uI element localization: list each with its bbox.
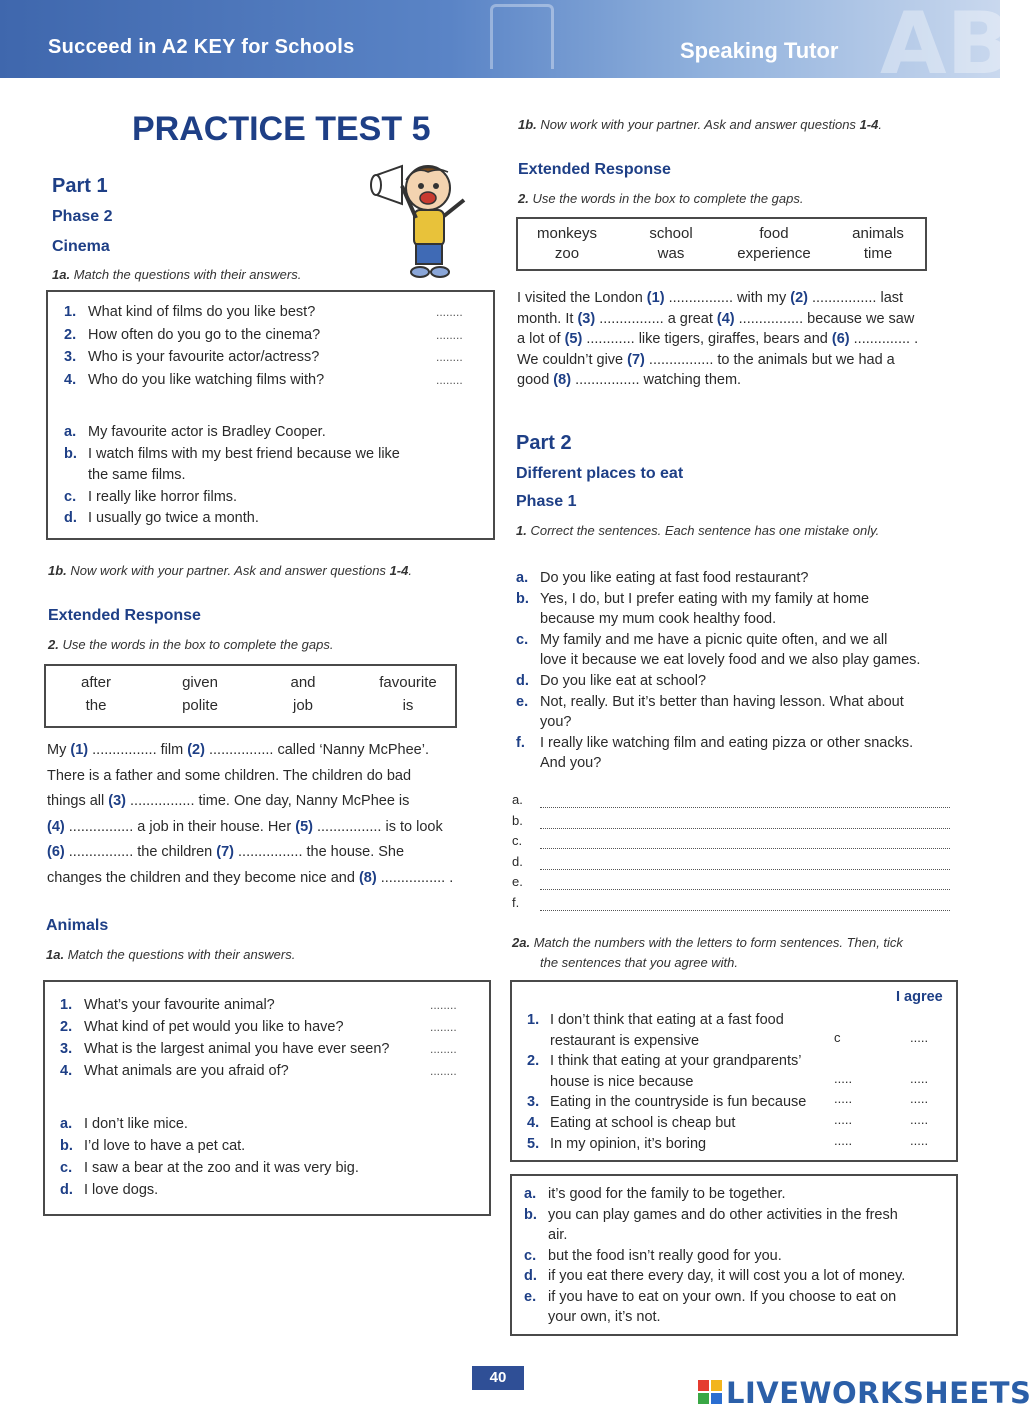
- sentence-ending-text: but the food isn’t really good for you.: [548, 1247, 782, 1264]
- sentence-ending-number: c.: [524, 1247, 537, 1264]
- extended-instruction-right: [518, 191, 803, 206]
- page-number: 40: [472, 1366, 524, 1390]
- cinema-answer-text: My favourite actor is Bradley Cooper.: [88, 424, 326, 440]
- animals-answer-number: d.: [60, 1182, 73, 1198]
- extended-response-heading-left: Extended Response: [48, 607, 201, 624]
- sentence-text: because my mum cook healthy food.: [540, 611, 777, 628]
- instruction-number: 2.: [48, 637, 59, 652]
- gap-text: a lot of: [517, 331, 561, 347]
- animals-question-text: What’s your favourite animal?: [84, 997, 275, 1013]
- gap-text: changes the children and they become nice and: [47, 869, 355, 886]
- answer-blank: ........: [436, 327, 463, 342]
- agree-tick-blank: .....: [910, 1029, 929, 1045]
- animals-question-text: What kind of pet would you like to have?: [84, 1019, 344, 1035]
- animals-answer-text: I love dogs.: [84, 1182, 159, 1198]
- partner-instruction-right: 1b. Now work with your partner. Ask and answer questions 1-4.: [518, 117, 882, 132]
- match-letter-blank: c: [834, 1029, 841, 1045]
- page-title: PRACTICE TEST 5: [132, 110, 431, 148]
- word-box-item: experience: [737, 245, 811, 262]
- word-box-item: food: [759, 225, 789, 242]
- gap-fill-line: [47, 738, 429, 764]
- sentence-start-number: 3.: [527, 1094, 540, 1111]
- answer-line[interactable]: [540, 828, 950, 829]
- gap-text: ................ is to look: [317, 818, 443, 835]
- animals-question-number: 1.: [60, 997, 73, 1013]
- word-box-item: animals: [852, 225, 904, 242]
- sentence-ending-number: a.: [524, 1186, 537, 1202]
- answer-line-label: b.: [512, 812, 523, 828]
- sentence-start-text: Eating at school is cheap but: [550, 1115, 736, 1131]
- agree-tick-blank: .....: [910, 1091, 929, 1107]
- gap-number: (8): [358, 869, 377, 886]
- sentence-text: Not, really. But it’s better than having lesson. What about: [540, 693, 904, 710]
- cinema-answer-number: c.: [64, 488, 77, 505]
- cinema-heading: Cinema: [52, 238, 110, 255]
- instruction-text: Match the numbers with the letters to form sentences. Then, tick: [533, 935, 903, 950]
- gap-number: (4): [47, 818, 65, 835]
- sentence-start-text: I think that eating at your grandparents’: [550, 1053, 802, 1070]
- sentence-text: I really like watching film and eating pizza or other snacks.: [540, 734, 914, 751]
- gap-number: (7): [627, 351, 645, 368]
- sentence-text: love it because we eat lovely food and we also play games.: [540, 652, 921, 669]
- part-2-heading: Part 2: [516, 432, 572, 454]
- instruction-number: 1b.: [48, 563, 67, 578]
- answer-line[interactable]: [540, 869, 950, 870]
- gap-fill-line: [47, 866, 453, 892]
- cinema-question-text: Who is your favourite actor/actress?: [88, 349, 320, 365]
- animals-answer-text: I’d love to have a pet cat.: [84, 1138, 246, 1154]
- animals-answer-number: a.: [60, 1116, 73, 1132]
- word-box-item: polite: [182, 697, 218, 714]
- gap-number: (2): [790, 290, 808, 306]
- part-1-heading: Part 1: [52, 175, 108, 197]
- sentence-ending-text: you can play games and do other activities in the fresh: [548, 1206, 898, 1223]
- gap-text: .............. .: [853, 331, 919, 347]
- gap-number: (3): [108, 793, 126, 809]
- word-box-item: and: [290, 674, 316, 691]
- gap-text: ................ a job in their house. Her: [68, 818, 292, 835]
- gap-text: My: [47, 742, 67, 758]
- phase-1-heading: Phase 1: [516, 493, 577, 510]
- word-box-item: school: [649, 225, 693, 242]
- gap-text: ................ because we saw: [738, 310, 915, 327]
- gap-number: (1): [646, 290, 665, 306]
- sentence-number: c.: [516, 631, 529, 648]
- answer-blank: ........: [430, 998, 457, 1012]
- gap-text: There is a father and some children. The children do bad: [47, 767, 412, 784]
- animals-answer-text: I saw a bear at the zoo and it was very big.: [84, 1160, 359, 1176]
- gap-fill-line: [517, 368, 741, 394]
- cinema-question-text: Who do you like watching films with?: [88, 371, 325, 388]
- sentence-text: you?: [540, 714, 572, 731]
- animals-answer-number: b.: [60, 1138, 73, 1154]
- answer-blank: ........: [436, 305, 463, 319]
- sentence-number: b.: [516, 590, 529, 607]
- gap-number: (7): [216, 844, 234, 860]
- animals-question-number: 2.: [60, 1019, 73, 1035]
- header-section-title: Speaking Tutor: [680, 38, 839, 63]
- gap-number: (8): [553, 372, 572, 388]
- gap-text: ............ like tigers, giraffes, bears and: [586, 331, 828, 347]
- match-letter-blank: .....: [834, 1132, 853, 1148]
- word-box-item: monkeys: [536, 225, 598, 242]
- gap-text: ................ to the animals but we had a: [648, 351, 895, 368]
- answer-line-label: a.: [512, 792, 523, 807]
- word-box-item: time: [863, 245, 893, 262]
- gap-text: ................ with my: [668, 290, 787, 306]
- pencil-cup-decoration: [490, 4, 554, 69]
- answer-blank: ........: [430, 1042, 457, 1056]
- sentence-start-number: 5.: [527, 1135, 540, 1152]
- extended-instruction-left: [48, 637, 333, 652]
- gap-text: ................ the house. She: [238, 844, 405, 860]
- answer-line-label: e.: [512, 874, 523, 889]
- gap-text: ................ the children: [68, 844, 213, 860]
- gap-number: (4): [716, 310, 735, 327]
- header-banner: [0, 0, 1013, 94]
- sentence-text: Yes, I do, but I prefer eating with my family at home: [540, 590, 870, 607]
- answer-blank: ........: [430, 1064, 457, 1078]
- match-letter-blank: .....: [834, 1112, 853, 1127]
- gap-fill-line: [47, 840, 404, 866]
- gap-fill-line: [47, 815, 443, 841]
- sentence-ending-text: if you have to eat on your own. If you choose to eat on: [548, 1288, 897, 1305]
- sentence-ending-text: your own, it’s not.: [548, 1309, 661, 1325]
- correct-instruction: [516, 523, 879, 538]
- sentence-number: f.: [516, 734, 525, 751]
- gap-number: (5): [564, 331, 583, 347]
- answer-line-label: c.: [512, 833, 523, 848]
- instruction-number: 2a.: [512, 935, 531, 950]
- agree-tick-blank: .....: [910, 1070, 929, 1086]
- sentence-start-text: I don’t think that eating at a fast food: [550, 1012, 784, 1028]
- instruction-text: Match the questions with their answers.: [67, 947, 296, 962]
- instruction-text: Now work with your partner. Ask and answer questions: [540, 117, 856, 132]
- word-box-item: job: [292, 697, 314, 714]
- sentence-start-number: 2.: [527, 1053, 540, 1070]
- liveworksheets-logo-icon: [698, 1380, 722, 1404]
- sentence-start-number: 1.: [527, 1012, 540, 1028]
- cinema-answer-number: a.: [64, 424, 77, 440]
- sentence-number: a.: [516, 570, 529, 586]
- instruction-text: Correct the sentences. Each sentence has one mistake only.: [530, 523, 880, 538]
- animals-question-text: What animals are you afraid of?: [84, 1063, 289, 1079]
- sentence-ending-text: it’s good for the family to be together.: [548, 1186, 786, 1202]
- word-box-item: favourite: [379, 674, 437, 691]
- animals-answer-number: c.: [60, 1160, 73, 1176]
- animals-question-number: 4.: [60, 1063, 73, 1079]
- word-box-item: zoo: [554, 245, 580, 262]
- gap-number: (3): [577, 310, 596, 327]
- answer-line[interactable]: [540, 889, 950, 890]
- animals-question-number: 3.: [60, 1041, 73, 1057]
- gap-number: (6): [831, 331, 850, 347]
- gap-text: ................ last: [812, 290, 904, 306]
- sentence-ending-text: air.: [548, 1227, 568, 1243]
- cinema-answer-text: I watch films with my best friend because we like: [88, 445, 400, 462]
- gap-text: I visited the London: [517, 290, 643, 306]
- sentence-text: Do you like eating at fast food restaurant?: [540, 570, 809, 586]
- gap-text: We couldn’t give: [517, 351, 624, 368]
- animals-instruction: [46, 947, 295, 962]
- cinema-question-number: 1.: [64, 304, 77, 320]
- answer-blank: ........: [436, 350, 463, 364]
- word-box-item: the: [85, 697, 107, 714]
- cinema-answer-text: I usually go twice a month.: [88, 510, 259, 526]
- word-box-item: was: [657, 245, 685, 262]
- phase-2-heading: Phase 2: [52, 208, 113, 225]
- gap-text: ................ called ‘Nanny McPhee’.: [208, 742, 429, 758]
- question-range: 1-4: [859, 117, 879, 132]
- gap-number: (5): [295, 818, 313, 835]
- animals-question-text: What is the largest animal you have ever seen?: [84, 1041, 390, 1057]
- cinema-instruction: [52, 267, 301, 282]
- brand-watermark: LIVEWORKSHEETS: [726, 1376, 1031, 1410]
- places-heading: Different places to eat: [516, 465, 684, 482]
- sentence-ending-number: b.: [524, 1206, 537, 1223]
- gap-number: (6): [47, 844, 65, 860]
- gap-fill-line: [47, 789, 409, 815]
- header-book-title: Succeed in A2 KEY for Schools: [48, 36, 355, 58]
- gap-text: ................ time. One day, Nanny McPhee is: [130, 793, 410, 809]
- sentence-text: Do you like eat at school?: [540, 673, 707, 689]
- sentence-start-text: Eating in the countryside is fun because: [550, 1094, 807, 1111]
- instruction-number: 1a.: [46, 947, 65, 962]
- match-letter-blank: .....: [834, 1070, 853, 1086]
- instruction-number: 1a.: [52, 267, 71, 282]
- cinema-question-number: 3.: [64, 349, 77, 365]
- animals-answer-text: I don’t like mice.: [84, 1116, 188, 1132]
- answer-blank: ........: [436, 372, 463, 387]
- sentence-text: And you?: [540, 755, 602, 772]
- instruction-text: Use the words in the box to complete the gaps.: [62, 637, 334, 652]
- sentence-ending-number: d.: [524, 1268, 537, 1284]
- instruction-number: 1b.: [518, 117, 537, 132]
- sentence-start-number: 4.: [527, 1115, 540, 1131]
- gap-text: things all: [47, 793, 105, 809]
- sentence-ending-text: if you eat there every day, it will cost you a lot of money.: [548, 1268, 906, 1284]
- sentence-text: My family and me have a picnic quite often, and we all: [540, 631, 888, 648]
- question-range: 1-4: [389, 563, 409, 578]
- gap-number: (1): [70, 742, 89, 758]
- banner-letters-decoration: AB: [880, 0, 1013, 94]
- answer-line-label: f.: [512, 894, 520, 910]
- cinema-question-text: How often do you go to the cinema?: [88, 326, 321, 343]
- gap-text: month. It: [517, 310, 574, 327]
- cinema-question-text: What kind of films do you like best?: [88, 304, 316, 320]
- gap-text: good: [517, 372, 550, 388]
- answer-line[interactable]: [540, 807, 950, 808]
- animals-heading: Animals: [46, 917, 109, 934]
- match-instruction-line-2: the sentences that you agree with.: [540, 955, 739, 970]
- sentence-start-text: restaurant is expensive: [550, 1032, 700, 1049]
- instruction-text: Use the words in the box to complete the gaps.: [532, 191, 804, 206]
- cinema-answer-number: d.: [64, 510, 77, 526]
- agree-tick-blank: .....: [910, 1132, 929, 1148]
- sentence-start-text: In my opinion, it’s boring: [550, 1135, 707, 1152]
- extended-response-heading-right: Extended Response: [518, 161, 671, 178]
- instruction-text: Match the questions with their answers.: [73, 267, 302, 282]
- boy-megaphone-icon: [368, 158, 476, 280]
- sentence-number: e.: [516, 693, 529, 710]
- gap-text: ................ a great: [599, 310, 713, 327]
- cinema-answer-number: b.: [64, 445, 77, 462]
- match-letter-blank: .....: [834, 1091, 853, 1107]
- answer-line[interactable]: [540, 848, 950, 849]
- instruction-text: Now work with your partner. Ask and answer questions: [70, 563, 386, 578]
- instruction-number: 2.: [518, 191, 529, 206]
- agree-tick-blank: .....: [910, 1112, 929, 1127]
- cinema-answer-text: the same films.: [88, 467, 186, 483]
- sentence-ending-number: e.: [524, 1288, 537, 1305]
- word-box-item: after: [80, 674, 111, 691]
- cinema-question-number: 2.: [64, 326, 77, 343]
- match-instruction-line-1: [512, 935, 903, 950]
- gap-text: ................ film: [92, 742, 184, 758]
- answer-line[interactable]: [540, 910, 950, 911]
- cinema-question-number: 4.: [64, 371, 77, 388]
- word-box-item: given: [182, 674, 218, 691]
- partner-instruction-left: 1b. Now work with your partner. Ask and answer questions 1-4.: [48, 563, 412, 578]
- gap-text: ................ watching them.: [575, 372, 742, 388]
- gap-text: ................ .: [380, 869, 454, 886]
- sentence-start-text: house is nice because: [550, 1073, 694, 1090]
- answer-blank: ........: [430, 1020, 457, 1034]
- gap-fill-line: [47, 764, 411, 790]
- gap-number: (2): [187, 742, 205, 758]
- agree-column-header: I agree: [896, 989, 943, 1005]
- instruction-number: 1.: [516, 523, 527, 538]
- word-box-item: is: [402, 697, 414, 714]
- answer-line-label: d.: [512, 853, 523, 869]
- sentence-number: d.: [516, 673, 529, 689]
- cinema-answer-text: I really like horror films.: [88, 488, 238, 505]
